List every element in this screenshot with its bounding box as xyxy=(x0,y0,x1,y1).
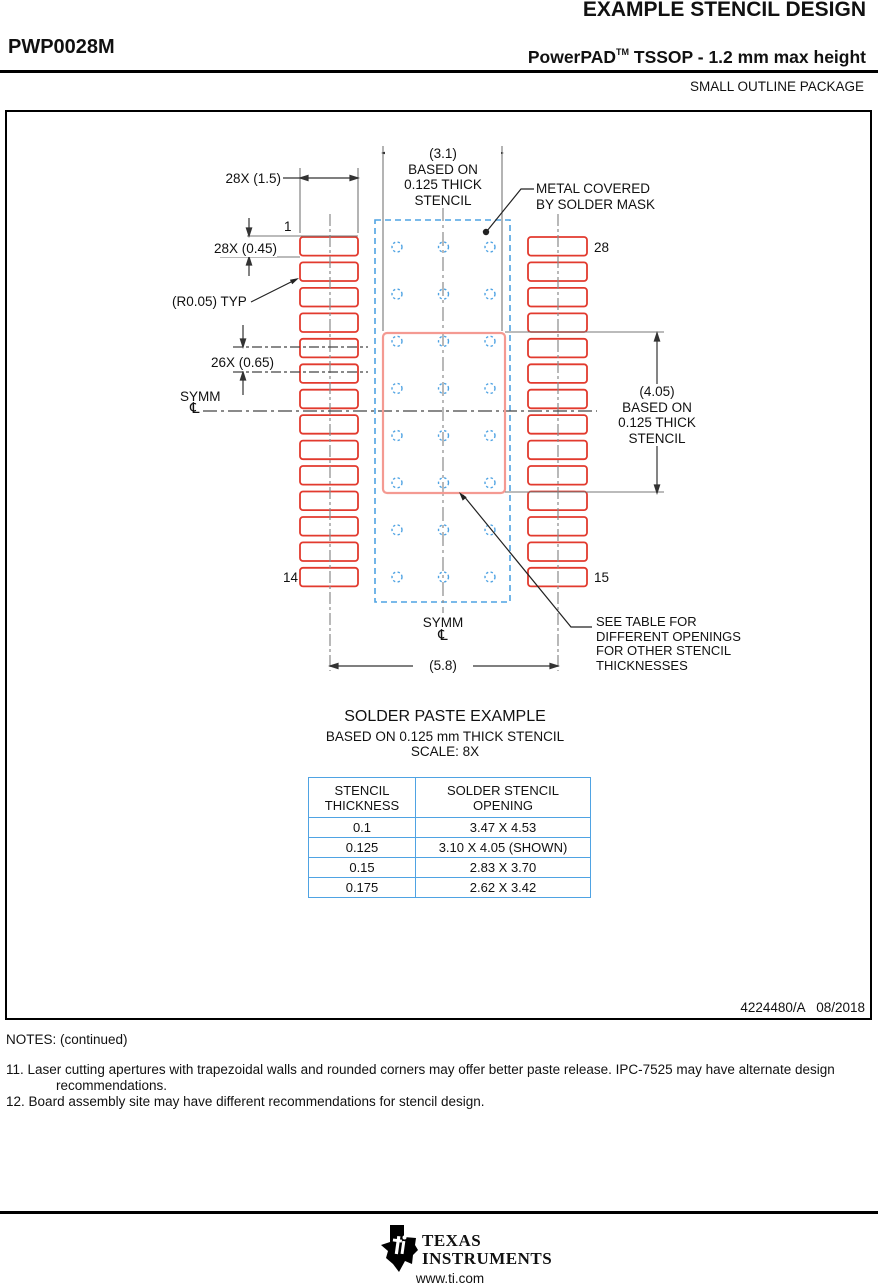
cell-thickness: 0.1 xyxy=(309,818,416,838)
ti-url: www.ti.com xyxy=(415,1271,485,1286)
pin-14-label: 14 xyxy=(282,570,298,585)
metal-mask-label: METAL COVERED BY SOLDER MASK xyxy=(536,181,656,212)
table-row xyxy=(309,858,591,878)
cell-opening: 2.62 X 3.42 xyxy=(416,878,591,898)
arrow xyxy=(350,175,358,180)
dim-26x-0-65-label: 26X (0.65) xyxy=(211,355,275,370)
leader-dot xyxy=(483,229,489,235)
tm-superscript: TM xyxy=(616,47,630,57)
pad-column-left xyxy=(300,237,358,586)
cell-thickness: 0.175 xyxy=(309,878,416,898)
thermal-via xyxy=(485,431,495,441)
symm-bottom-label: SYMM xyxy=(422,615,464,630)
thermal-via xyxy=(392,336,402,346)
arrow xyxy=(300,175,308,180)
cell-opening: 3.47 X 4.53 xyxy=(416,818,591,838)
notes-heading: NOTES: (continued) xyxy=(6,1032,128,1047)
brand-powerpad: PowerPAD xyxy=(527,46,617,67)
pad xyxy=(300,390,358,409)
pad xyxy=(300,466,358,485)
package-type: SMALL OUTLINE PACKAGE xyxy=(689,79,864,94)
pad xyxy=(300,415,358,434)
note-text: Board assembly site may have different recommendations for stencil design. xyxy=(28,1094,485,1109)
arrow xyxy=(246,257,251,265)
table-row xyxy=(309,838,591,858)
ti-logo-icon xyxy=(380,1224,418,1272)
thermal-via xyxy=(485,242,495,252)
pad xyxy=(300,237,358,256)
thermal-via xyxy=(392,572,402,582)
footer-rule xyxy=(0,1211,878,1214)
ti-brand-line1: TEXAS xyxy=(422,1231,482,1250)
thermal-via xyxy=(485,289,495,299)
table-body xyxy=(309,818,591,898)
dim-28x-0-45-label: 28X (0.45) xyxy=(214,241,278,256)
note-number: 12. xyxy=(6,1094,25,1109)
centerline-symbol-left: ℄ xyxy=(190,399,200,417)
pin-15-label: 15 xyxy=(594,570,610,585)
pad xyxy=(300,313,358,332)
see-table-note: SEE TABLE FOR DIFFERENT OPENINGS FOR OTHER STENCIL THICKNESSES xyxy=(596,614,741,673)
note-11 xyxy=(6,1062,858,1094)
table-row xyxy=(309,818,591,838)
symm-left-label: SYMM xyxy=(180,389,221,404)
column-header-opening: SOLDER STENCIL OPENING xyxy=(416,778,591,818)
dim-5-8-label: (5.8) xyxy=(413,658,473,674)
caption-title: SOLDER PASTE EXAMPLE xyxy=(344,708,546,725)
pad xyxy=(300,492,358,511)
pin-28-label: 28 xyxy=(594,240,610,255)
thermal-via xyxy=(485,525,495,535)
texas-silhouette xyxy=(381,1225,418,1272)
thermal-via xyxy=(392,478,402,488)
cell-opening: 3.10 X 4.05 (SHOWN) xyxy=(416,838,591,858)
thermal-via xyxy=(485,572,495,582)
pad xyxy=(300,542,358,561)
pad xyxy=(300,441,358,460)
arrow xyxy=(240,339,245,347)
thermal-via xyxy=(392,289,402,299)
dim-4-05-label: (4.05) BASED ON 0.125 THICK STENCIL xyxy=(597,384,717,446)
arrow xyxy=(246,228,251,236)
note-12 xyxy=(6,1094,858,1110)
arrow xyxy=(240,372,245,380)
arrow xyxy=(654,333,659,341)
pad xyxy=(300,339,358,358)
thermal-via xyxy=(392,383,402,393)
pin-1-label: 1 xyxy=(284,219,292,234)
leader-r005 xyxy=(251,281,293,302)
pad xyxy=(300,288,358,307)
cell-thickness: 0.15 xyxy=(309,858,416,878)
note-number: 11. xyxy=(6,1062,24,1077)
dim-3-1-label: (3.1) BASED ON 0.125 THICK STENCIL xyxy=(385,146,501,208)
stencil-opening-rect xyxy=(383,333,505,493)
arrow xyxy=(330,663,338,668)
cell-thickness: 0.125 xyxy=(309,838,416,858)
thermal-via xyxy=(485,478,495,488)
cell-opening: 2.83 X 3.70 xyxy=(416,858,591,878)
note-text: Laser cutting apertures with trapezoidal walls and rounded corners may offer better paste release. IPC-7525 may have alternate design recommendations. xyxy=(27,1062,835,1093)
thermal-via xyxy=(485,336,495,346)
table-header-row xyxy=(309,778,591,818)
ti-letter-i-dot xyxy=(403,1236,407,1240)
thermal-via xyxy=(392,242,402,252)
dim-28x-1-5-label: 28X (1.5) xyxy=(225,171,281,186)
ti-brand-line2: INSTRUMENTS xyxy=(422,1249,553,1268)
caption-subtitle: BASED ON 0.125 mm THICK STENCIL xyxy=(325,729,565,744)
table-row xyxy=(309,878,591,898)
doc-number: 4224480/A 08/2018 xyxy=(740,1000,865,1015)
thermal-via xyxy=(485,383,495,393)
arrow xyxy=(550,663,558,668)
part-number: PWP0028M xyxy=(8,36,115,58)
thermal-via xyxy=(392,525,402,535)
leader-arrowhead xyxy=(290,278,299,284)
r0-05-typ-label: (R0.05) TYP xyxy=(172,294,247,309)
subtitle-rest: TSSOP - 1.2 mm max height xyxy=(633,46,866,67)
pad xyxy=(300,364,358,383)
stencil-thickness-table xyxy=(308,777,591,898)
pad xyxy=(300,568,358,587)
column-header-thickness: STENCIL THICKNESS xyxy=(309,778,416,818)
centerline-symbol-bottom: ℄ xyxy=(438,626,448,644)
page-title: EXAMPLE STENCIL DESIGN xyxy=(582,0,866,21)
pad xyxy=(300,262,358,281)
thermal-via xyxy=(392,431,402,441)
pad xyxy=(300,517,358,536)
caption-scale: SCALE: 8X xyxy=(410,744,480,759)
